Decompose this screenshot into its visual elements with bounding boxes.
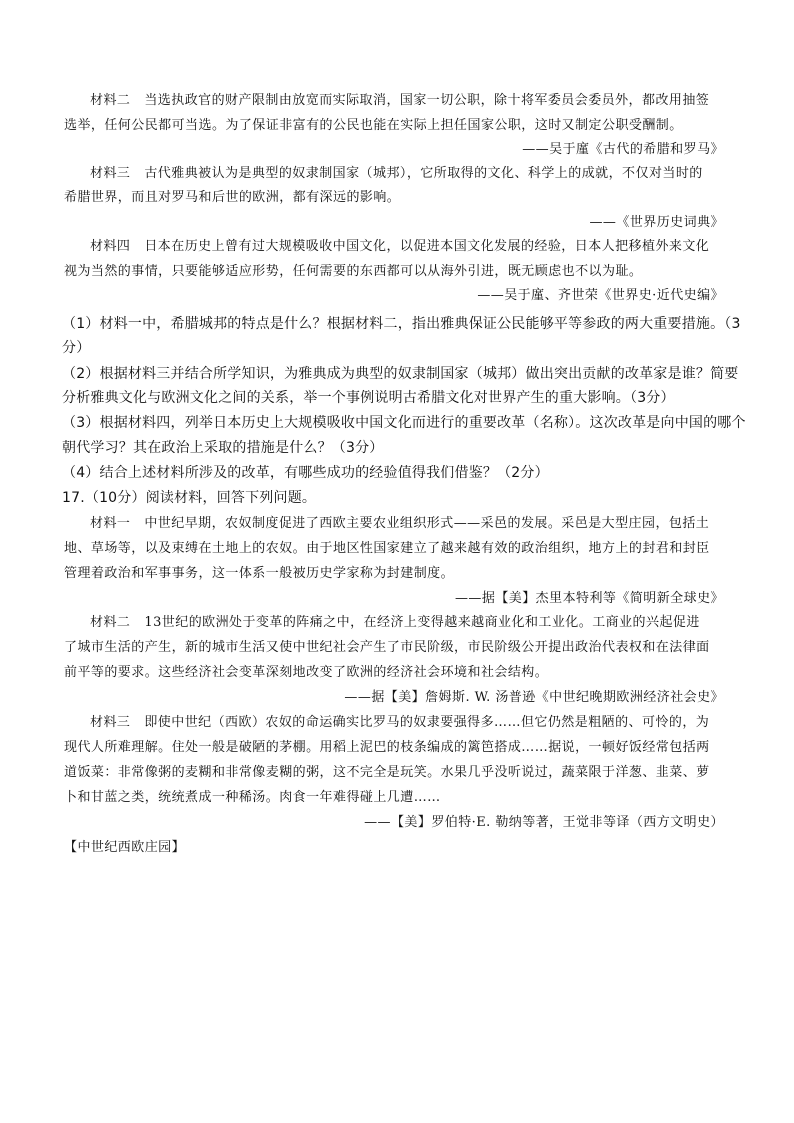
q17-material-1-line-2: 地、草场等，以及束缚在土地上的农奴。由于地区性国家建立了越来越有效的政治组织，地方上的封君和封臣 xyxy=(64,541,710,556)
material-label: 材料一 xyxy=(90,516,131,531)
question-number: 17. xyxy=(62,490,85,506)
material-label: 材料二 xyxy=(90,615,131,630)
q17-material-2-line-3: 前平等的要求。这些经济社会变革深刻地改变了欧洲的经济社会环境和社会结构。 xyxy=(64,665,549,680)
question-1: （1）材料一中，希腊城邦的特点是什么？根据材料二，指出雅典保证公民能够平等参政的两大重要措施。（3 xyxy=(62,316,741,332)
q17-material-1-source: ——据【美】杰里本特利等《简明新全球史》 xyxy=(454,591,724,606)
figure-title: 【中世纪西欧庄园】 xyxy=(64,840,186,855)
question-4: （4）结合上述材料所涉及的改革，有哪些成功的经验值得我们借鉴？（2分） xyxy=(62,465,549,481)
question-17-stem: 17.（10分）阅读材料，回答下列问题。 xyxy=(62,490,317,506)
q17-material-2-line-2: 了城市生活的产生，新的城市生活又使中世纪社会产生了市民阶级，市民阶级公开提出政治代表权和在法律面 xyxy=(64,640,710,655)
material-2-line-2: 选举，任何公民都可当选。为了保证非富有的公民也能在实际上担任国家公职，这时又制定公职受酬制。 xyxy=(64,118,683,133)
material-4-source: ——吴于廑、齐世荣《世界史·近代史编》 xyxy=(477,288,724,303)
question-1-cont: 分） xyxy=(62,340,91,356)
q17-material-2-line-1: 材料二 13世纪的欧洲处于变革的阵痛之中，在经济上变得越来越商业化和工业化。工商业的兴起促进 xyxy=(0,613,794,633)
q17-material-3-source: ——【美】罗伯特·E. 勒纳等著，王觉非等译（西方文明史） xyxy=(364,815,724,830)
q17-material-3-line-1: 材料三 即使中世纪（西欧）农奴的命运确实比罗马的奴隶要强得多……但它仍然是粗陋的、可怜的，为 xyxy=(0,713,794,733)
question-2: （2）根据材料三并结合所学知识，为雅典成为典型的奴隶制国家（城邦）做出突出贡献的改革家是谁？简要 xyxy=(62,366,739,382)
q17-material-3-line-3: 道饭菜：非常像粥的麦糊和非常像麦糊的粥，这不完全是玩笑。水果几乎没听说过，蔬菜限于洋葱、韭菜、萝 xyxy=(64,765,710,780)
material-label: 材料三 xyxy=(90,715,131,730)
q17-material-1-line-3: 管理着政治和军事事务，这一体系一般被历史学家称为封建制度。 xyxy=(64,566,455,581)
material-3-source: ——《世界历史词典》 xyxy=(589,215,724,230)
question-3: （3）根据材料四，列举日本历史上大规模吸收中国文化而进行的重要改革（名称）。这次改革是向中国的哪个 xyxy=(62,415,746,431)
material-label: 材料三 xyxy=(90,166,131,181)
material-2-line-1: 材料二 当选执政官的财产限制由放宽而实际取消，国家一切公职，除十将军委员会委员外，都改用抽签 xyxy=(0,91,794,111)
material-3-line-1: 材料三 古代雅典被认为是典型的奴隶制国家（城邦），它所取得的文化、科学上的成就，不仅对当时的 xyxy=(0,164,794,184)
material-4-line-1: 材料四 日本在历史上曾有过大规模吸收中国文化，以促进本国文化发展的经验，日本人把移植外来文化 xyxy=(0,237,794,257)
material-4-line-2: 视为当然的事情，只要能够适应形势，任何需要的东西都可以从海外引进，既无顾虑也不以为耻。 xyxy=(64,264,643,279)
q17-material-2-source: ——据【美】詹姆斯. W. 汤普逊《中世纪晚期欧洲经济社会史》 xyxy=(344,690,724,705)
q17-material-3-line-4: 卜和甘蓝之类，统统煮成一种稀汤。肉食一年难得碰上几遭…… xyxy=(64,790,441,805)
material-label: 材料二 xyxy=(90,93,131,108)
material-label: 材料四 xyxy=(90,239,131,254)
material-2-source: ——吴于廑《古代的希腊和罗马》 xyxy=(522,142,724,157)
question-2-cont: 分析雅典文化与欧洲文化之间的关系，举一个事例说明古希腊文化对世界产生的重大影响。（3分） xyxy=(62,390,675,406)
material-3-line-2: 希腊世界，而且对罗马和后世的欧洲，都有深远的影响。 xyxy=(64,190,401,205)
q17-material-1-line-1: 材料一 中世纪早期，农奴制度促进了西欧主要农业组织形式——采邑的发展。采邑是大型庄园，包括土 xyxy=(0,514,794,534)
question-3-cont: 朝代学习？其在政治上采取的措施是什么？（3分） xyxy=(62,440,384,456)
q17-material-3-line-2: 现代人所难理解。住处一般是破陋的茅棚。用稻上泥巴的枝条编成的篱笆搭成……据说，一顿好饭经常包括两 xyxy=(64,740,710,755)
